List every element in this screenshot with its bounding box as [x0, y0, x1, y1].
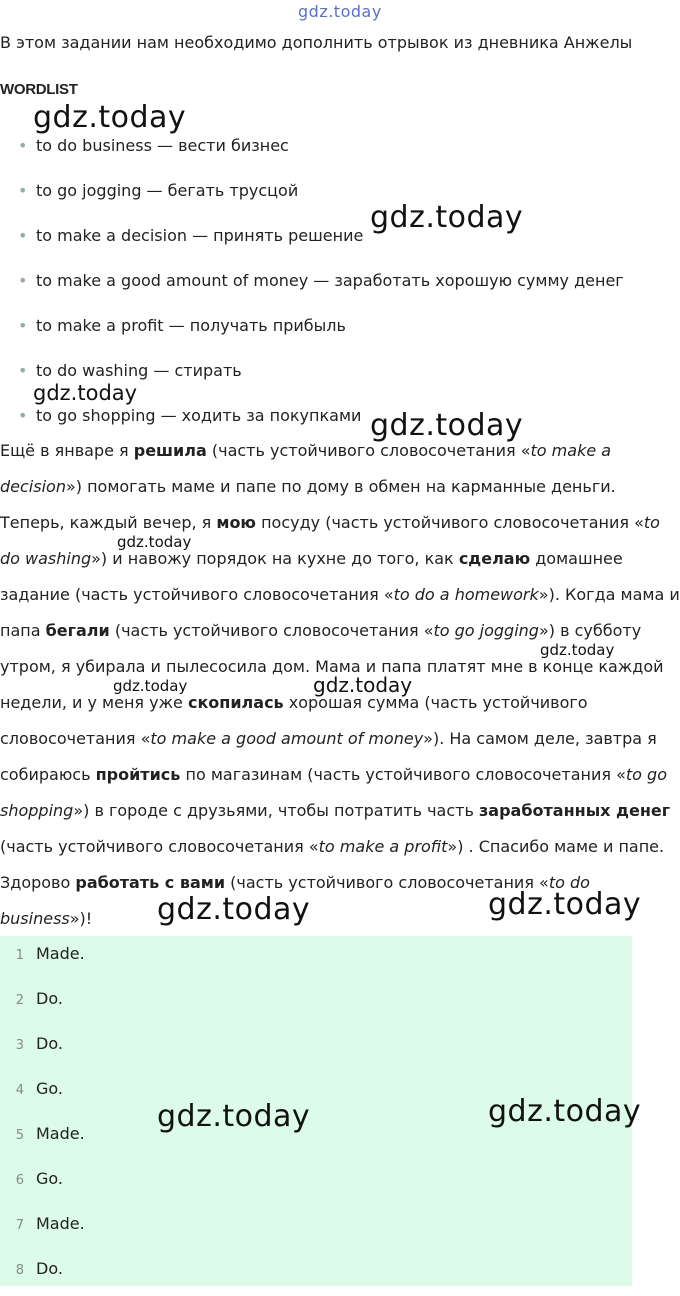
list-item: [0, 308, 624, 353]
story-italic: to do washing: [0, 513, 660, 568]
wordlist-item-text: to do washing — стирать: [36, 361, 242, 380]
answer-number: 6: [15, 1173, 24, 1188]
story-bold: сделаю: [458, 549, 531, 568]
answer-row: [0, 936, 85, 981]
answer-row: [0, 1206, 85, 1251]
answer-number: 5: [15, 1128, 24, 1143]
watermark: gdz.today: [370, 408, 524, 443]
answer-value: Go.: [36, 1079, 63, 1098]
story-bold: заработанных денег: [479, 801, 671, 820]
story-bold: скопилась: [187, 693, 284, 712]
bullet-icon: •: [18, 271, 28, 290]
watermark: gdz.today: [298, 2, 382, 21]
bullet-icon: •: [18, 316, 28, 335]
story-italic: to make a decision: [0, 441, 612, 496]
answer-row: [0, 1251, 63, 1296]
story-bold: решила: [133, 441, 207, 460]
watermark: gdz.today: [157, 892, 311, 927]
answer-row: [0, 1116, 85, 1161]
intro-text: В этом задании нам необходимо дополнить отрывок из дневника Анжелы: [0, 33, 633, 52]
answer-row: [0, 1071, 63, 1116]
story-italic: to make a profit: [318, 837, 448, 856]
wordlist-item-text: to go shopping — ходить за покупками: [36, 406, 362, 425]
story-text: »)!: [69, 909, 93, 928]
story-italic: to make a good amount of money: [150, 729, 424, 748]
wordlist-title: WORDLIST: [0, 81, 78, 98]
answer-number: 1: [15, 948, 24, 963]
watermark: gdz.today: [157, 1099, 311, 1134]
story-text: ») в городе с друзьями, чтобы потратить часть: [73, 801, 479, 820]
story-italic: to go shopping: [0, 765, 667, 820]
story-text: »). На самом деле, завтра я собираюсь: [0, 729, 657, 784]
wordlist-item-text: to make a decision — принять решение: [36, 226, 364, 245]
watermark: gdz.today: [488, 1094, 642, 1129]
answer-value: Do.: [36, 1034, 63, 1053]
story-italic: to go jogging: [433, 621, 539, 640]
answer-row: [0, 1161, 63, 1206]
story-text: ») . Спасибо маме и папе. Здорово: [0, 837, 665, 892]
list-item: [0, 218, 624, 263]
story-text: ») помогать маме и папе по дому в обмен на карманные деньги. Теперь, каждый вечер, я: [0, 477, 616, 532]
story-bold: работать с вами: [75, 873, 226, 892]
story-bold: бегали: [45, 621, 110, 640]
answer-value: Do.: [36, 989, 63, 1008]
story-text: (часть устойчивого словосочетания «: [225, 873, 549, 892]
bullet-icon: •: [18, 136, 28, 155]
story-text: (часть устойчивого словосочетания «: [109, 621, 434, 640]
wordlist-item-text: to go jogging — бегать трусцой: [36, 181, 299, 200]
watermark: gdz.today: [313, 673, 413, 697]
answer-value: Made.: [36, 944, 85, 963]
watermark: gdz.today: [117, 533, 192, 551]
watermark: gdz.today: [113, 677, 188, 695]
list-item: [0, 173, 624, 218]
story-text: ») в субботу утром, я убирала и пылесосила дом. Мама и папа платят мне в конце каждой недели, и у меня уже: [0, 621, 664, 712]
story-text: »). Когда мама и папа: [0, 585, 680, 640]
watermark: gdz.today: [488, 887, 642, 922]
story-text: домашнее задание (часть устойчивого словосочетания «: [0, 549, 623, 604]
wordlist-item-text: to make a good amount of money — заработать хорошую сумму денег: [36, 271, 624, 290]
story-text: (часть устойчивого словосочетания «: [0, 837, 319, 856]
answer-number: 2: [15, 993, 24, 1008]
bullet-icon: •: [18, 361, 28, 380]
answer-number: 8: [15, 1263, 24, 1278]
story-italic: to do a homework: [393, 585, 539, 604]
story-text: по магазинам (часть устойчивого словосочетания «: [180, 765, 626, 784]
story-text: посуду (часть устойчивого словосочетания «: [255, 513, 644, 532]
answer-value: Made.: [36, 1124, 85, 1143]
wordlist-item-text: to do business — вести бизнес: [36, 136, 289, 155]
story-bold: мою: [216, 513, 256, 532]
answer-value: Made.: [36, 1214, 85, 1233]
answer-number: 4: [15, 1083, 24, 1098]
story-bold: пройтись: [95, 765, 181, 784]
watermark: gdz.today: [33, 381, 138, 405]
watermark: gdz.today: [370, 200, 524, 235]
list-item: [0, 263, 624, 308]
story-italic: to do business: [0, 873, 590, 928]
watermark: gdz.today: [540, 641, 615, 659]
answer-number: 3: [15, 1038, 24, 1053]
story-text: (часть устойчивого словосочетания «: [206, 441, 531, 460]
bullet-icon: •: [18, 181, 28, 200]
answer-value: Go.: [36, 1169, 63, 1188]
story-text: хорошая сумма (часть устойчивого словосочетания «: [0, 693, 588, 748]
answer-row: [0, 1026, 63, 1071]
answer-row: [0, 981, 63, 1026]
answer-value: Do.: [36, 1259, 63, 1278]
story-text: ») и навожу порядок на кухне до того, как: [91, 549, 459, 568]
watermark: gdz.today: [33, 100, 187, 135]
story-text: Ещё в январе я: [0, 441, 134, 460]
wordlist-item-text: to make a profit — получать прибыль: [36, 316, 346, 335]
bullet-icon: •: [18, 406, 28, 425]
answer-number: 7: [15, 1218, 24, 1233]
bullet-icon: •: [18, 226, 28, 245]
